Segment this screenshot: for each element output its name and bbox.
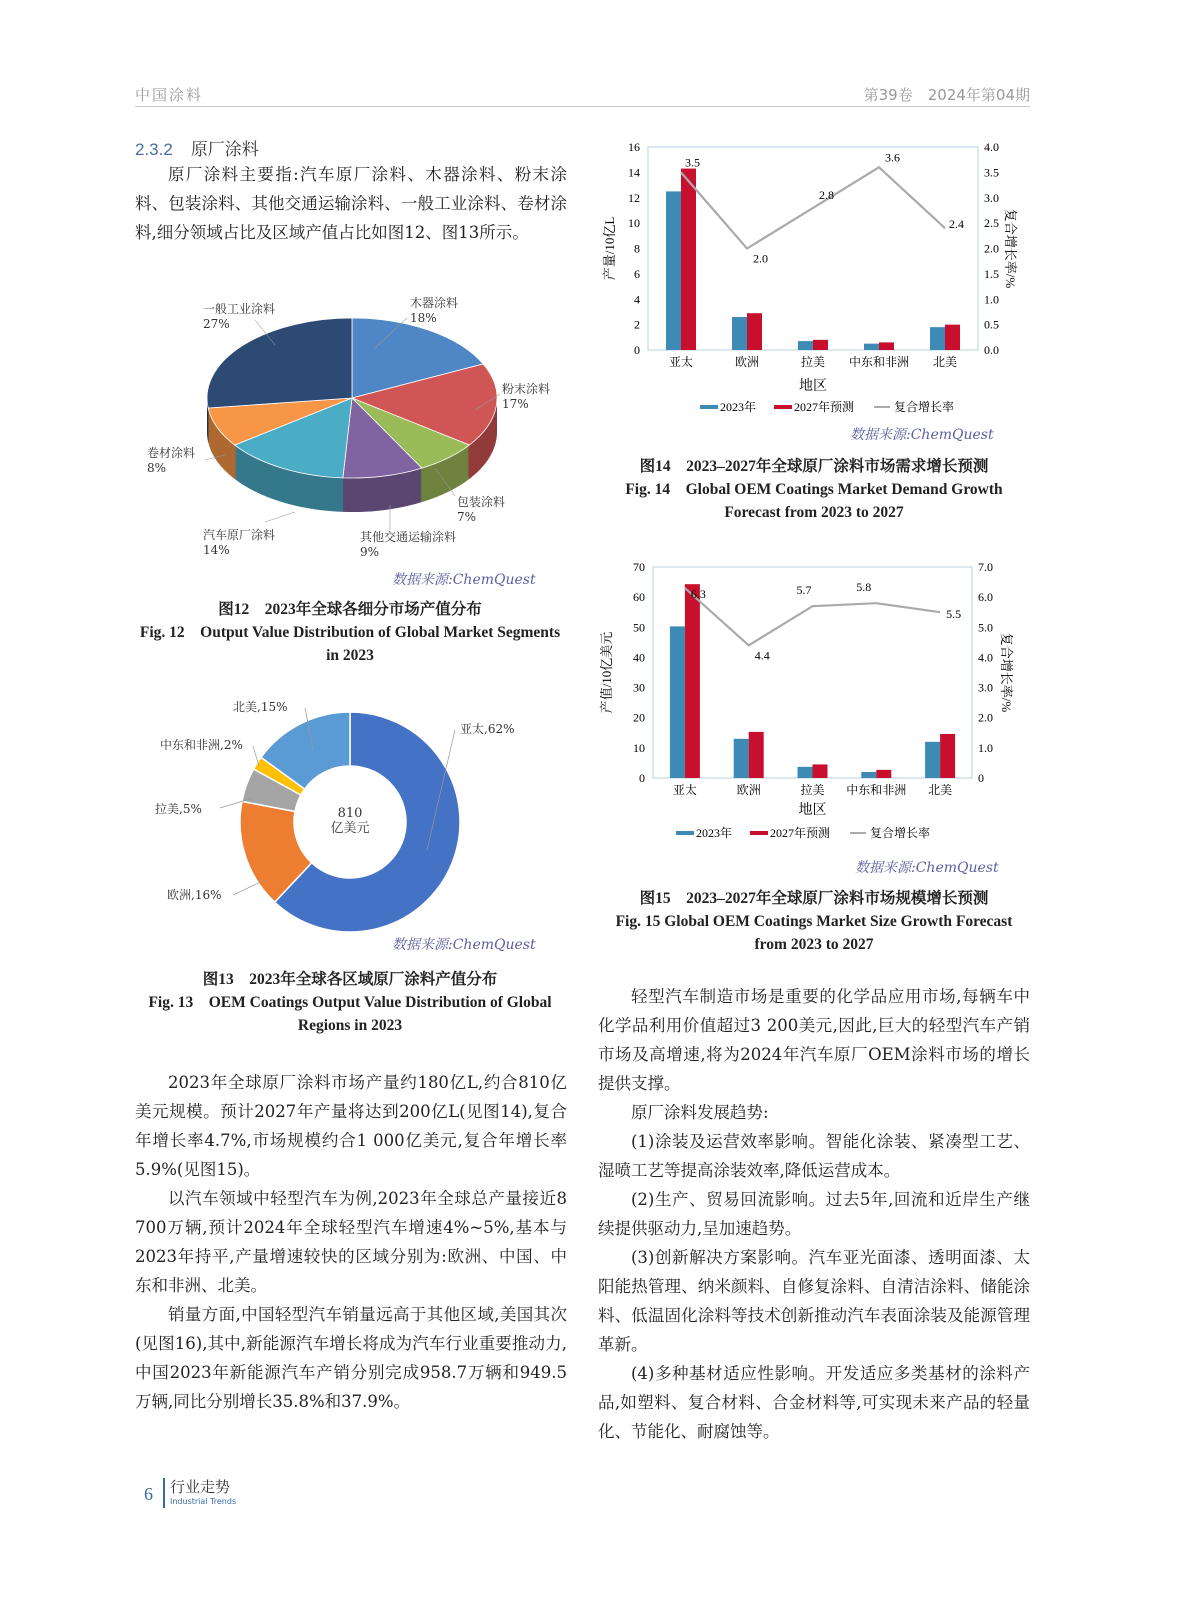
y-tick-label: 8 [634,241,640,256]
right-body [598,982,1030,1446]
paragraph: 2023年全球原厂涂料市场产量约180亿L,约合810亿美元规模。预计2027年产量将达到200亿L(见图14),复合年增长率4.7%,市场规模约合1 000亿美元,复合年增长率5.9%(见图15)。 [135,1073,567,1179]
fig13-caption [135,968,565,1037]
fig14-source: 数据来源:ChemQuest [850,427,994,443]
data-label: 2.0 [753,251,768,266]
x-tick-label: 北美 [932,355,958,369]
pie-label: 一般工业涂料 27% [203,302,276,331]
bar-2023 [670,626,685,778]
y-axis-label: 产量/10亿L [602,216,617,281]
x-tick-label: 中东和非洲 [848,355,910,369]
y2-tick-label: 2.0 [978,710,993,725]
x-tick-label: 亚太 [672,783,697,797]
leader-line [253,746,259,766]
data-label: 5.8 [856,580,872,595]
y-tick-label: 2 [634,317,640,332]
caption-en: Fig. 14 Global OEM Coatings Market Demand Growth Forecast from 2023 to 2027 [625,481,1003,521]
y-tick-label: 70 [633,560,645,574]
data-label: 5.5 [946,607,962,622]
y2-tick-label: 7.0 [978,560,993,574]
paragraph: (4)多种基材适应性影响。开发适应多类基材的涂料产品,如塑料、复合材料、合金材料等,可实现未来产品的轻量化、节能化、耐腐蚀等。 [598,1364,1030,1441]
y2-tick-label: 6.0 [978,590,993,605]
fig12-source: 数据来源:ChemQuest [392,572,536,588]
donut-center-unit: 亿美元 [330,821,370,836]
y-tick-label: 16 [628,140,640,154]
x-axis-label: 地区 [799,379,827,394]
y-tick-label: 14 [628,165,640,180]
caption-en: Fig. 13 OEM Coatings Output Value Distribution of Global Regions in 2023 [148,994,552,1034]
data-label: 6.3 [690,587,706,602]
data-label: 2.8 [819,187,834,202]
caption-en: Fig. 12 Output Value Distribution of Global Market Segments in 2023 [139,624,561,664]
x-tick-label: 北美 [928,783,953,797]
donut-label: 北美,15% [233,700,288,714]
bar-2027 [876,770,891,778]
bar-2027 [813,340,828,350]
figure-13-donut [135,690,565,940]
bar-2027 [813,764,828,778]
pie-label: 木器涂料 18% [410,296,459,325]
issue-info: 第39卷 2024年第04期 [863,86,1030,104]
fig14-caption [598,455,1030,524]
y2-tick-label: 4.0 [984,140,999,154]
footer-section-en: Industrial Trends [170,1497,237,1506]
pie-label: 其他交通运输涂料 9% [360,530,457,559]
section-heading [135,135,259,160]
fig15-source: 数据来源:ChemQuest [855,860,999,876]
bar-2027 [681,169,696,350]
y2-tick-label: 3.0 [984,190,999,205]
paragraph: 以汽车领域中轻型汽车为例,2023年全球总产量接近8 700万辆,预计2024年全球轻型汽车增速4%~5%,基本与2023年持平,产量增速较快的区域分别为:欧洲、中国、中东和非洲、北美。 [135,1189,567,1295]
left-body [135,1068,567,1416]
legend-swatch [750,831,768,835]
x-tick-label: 亚太 [668,355,694,369]
paragraph: 原厂涂料发展趋势: [631,1103,769,1122]
figure-14-bar-chart [590,135,1040,420]
bar-2027 [749,732,764,778]
y2-tick-label: 3.5 [984,165,999,180]
page-number: 6 [144,1484,153,1504]
x-tick-label: 欧洲 [736,783,761,797]
fig15-caption [598,887,1030,956]
bar-2023 [666,191,681,350]
caption-cn: 图12 2023年全球各细分市场产值分布 [218,601,482,618]
pie-label: 粉末涂料 17% [502,382,551,411]
caption-en: Fig. 15 Global OEM Coatings Market Size Growth Forecast from 2023 to 2027 [615,913,1013,953]
y2-tick-label: 4.0 [978,650,993,665]
donut-label: 欧洲,16% [167,888,222,902]
growth-line [681,167,945,248]
paragraph: 轻型汽车制造市场是重要的化学品应用市场,每辆车中化学品利用价值超过3 200美元,因此,巨大的轻型汽车产销市场及高增速,将为2024年汽车原厂OEM涂料市场的增长提供支撑。 [598,987,1030,1093]
y2-tick-label: 2.0 [984,241,999,256]
legend-label: 2027年预测 [770,826,831,840]
y-tick-label: 60 [633,590,645,605]
legend-label: 2023年 [696,826,733,840]
x-tick-label: 拉美 [800,355,826,369]
bar-2023 [861,772,876,778]
donut-center-value: 810 [337,806,363,821]
y2-tick-label: 5.0 [978,620,993,635]
data-label: 4.4 [754,648,770,663]
bar-2023 [864,344,879,350]
y-tick-label: 30 [633,680,645,695]
leader-line [233,880,265,895]
paragraph: (2)生产、贸易回流影响。过去5年,回流和近岸生产继续提供驱动力,呈加速趋势。 [598,1190,1030,1238]
fig13-source: 数据来源:ChemQuest [392,937,536,953]
bar-2023 [732,317,747,350]
y-tick-label: 10 [633,740,645,755]
y-axis-label: 产值/10亿美元 [599,631,614,714]
bar-2023 [925,742,940,778]
y2-axis-label: 复合增长率/% [999,632,1014,713]
y-tick-label: 4 [634,292,640,307]
y-tick-label: 6 [634,266,640,281]
y2-tick-label: 0.0 [984,343,999,357]
y2-tick-label: 0.5 [984,317,999,332]
bar-2023 [798,767,813,778]
left-intro [135,160,567,247]
section-number: 2.3.2 [135,140,173,159]
pie-label: 卷材涂料 8% [147,446,196,475]
section-title: 原厂涂料 [190,140,259,160]
pie-label: 包装涂料 7% [457,495,506,524]
caption-cn: 图13 2023年全球各区域原厂涂料产值分布 [202,971,498,988]
legend-swatch [774,405,792,409]
y-tick-label: 20 [633,710,645,725]
bar-2027 [940,734,955,778]
bar-2023 [930,327,945,350]
donut-label: 中东和非洲,2% [160,738,243,752]
donut-label: 亚太,62% [460,722,515,736]
y-tick-label: 50 [633,620,645,635]
paragraph: (1)涂装及运营效率影响。智能化涂装、紧凑型工艺、湿喷工艺等提高涂装效率,降低运营成本。 [598,1132,1030,1180]
donut-label: 拉美,5% [155,802,202,816]
paragraph: 原厂涂料主要指:汽车原厂涂料、木器涂料、粉末涂料、包装涂料、其他交通运输涂料、一般工业涂料、卷材涂料,细分领域占比及区域产值占比如图12、图13所示。 [135,165,567,242]
paragraph: (3)创新解决方案影响。汽车亚光面漆、透明面漆、太阳能热管理、纳米颜料、自修复涂料、自清洁涂料、储能涂料、低温固化涂料等技术创新推动汽车表面涂装及能源管理革新。 [598,1248,1030,1354]
legend-swatch [676,831,694,835]
bar-2023 [734,739,749,778]
data-label: 2.4 [949,217,964,232]
bar-2027 [879,342,894,350]
x-tick-label: 中东和非洲 [846,783,907,797]
pie-label: 汽车原厂涂料 14% [203,528,276,557]
x-axis-label: 地区 [798,803,827,818]
data-label: 5.7 [796,583,812,598]
y2-tick-label: 3.0 [978,680,993,695]
x-tick-label: 拉美 [800,783,825,797]
legend-label: 2023年 [720,400,757,414]
y2-tick-label: 2.5 [984,216,999,231]
bar-2027 [747,313,762,350]
figure-12-pie [135,290,565,580]
y-tick-label: 40 [633,650,645,665]
x-tick-label: 欧洲 [734,355,760,369]
y2-tick-label: 0 [978,771,984,785]
caption-cn: 图14 2023–2027年全球原厂涂料市场需求增长预测 [639,458,989,475]
bar-2023 [798,341,813,350]
legend-label: 2027年预测 [794,400,855,414]
y-tick-label: 10 [628,216,640,231]
caption-cn: 图15 2023–2027年全球原厂涂料市场规模增长预测 [639,890,989,907]
header-divider [135,106,1030,107]
y2-tick-label: 1.5 [984,266,999,281]
legend-swatch [700,405,718,409]
y2-tick-label: 1.0 [978,740,993,755]
figure-15-bar-chart [590,555,1040,850]
footer-section-cn: 行业走势 [170,1478,231,1496]
y-tick-label: 12 [628,190,640,205]
y2-axis-label: 复合增长率/% [1003,208,1018,289]
growth-line [685,588,940,645]
bar-2027 [685,584,700,778]
data-label: 3.5 [685,155,700,170]
leader-line [265,512,295,522]
data-label: 3.6 [885,150,900,165]
fig12-caption [135,598,565,667]
bar-2027 [945,325,960,350]
legend-label: 复合增长率 [894,400,955,414]
footer-divider [163,1478,165,1508]
legend-label: 复合增长率 [870,826,931,840]
plot-frame [648,147,978,350]
journal-name: 中国涂料 [135,86,204,104]
pie-chart [135,290,565,580]
y2-tick-label: 1.0 [984,292,999,307]
paragraph: 销量方面,中国轻型汽车销量远高于其他区域,美国其次(见图16),其中,新能源汽车增长将成为汽车行业重要推动力,中国2023年新能源汽车产销分别完成958.7万辆和949.5万辆,同比分别增长35.8%和37.9%。 [135,1305,567,1411]
y-tick-label: 0 [634,343,640,357]
y-tick-label: 0 [639,771,645,785]
